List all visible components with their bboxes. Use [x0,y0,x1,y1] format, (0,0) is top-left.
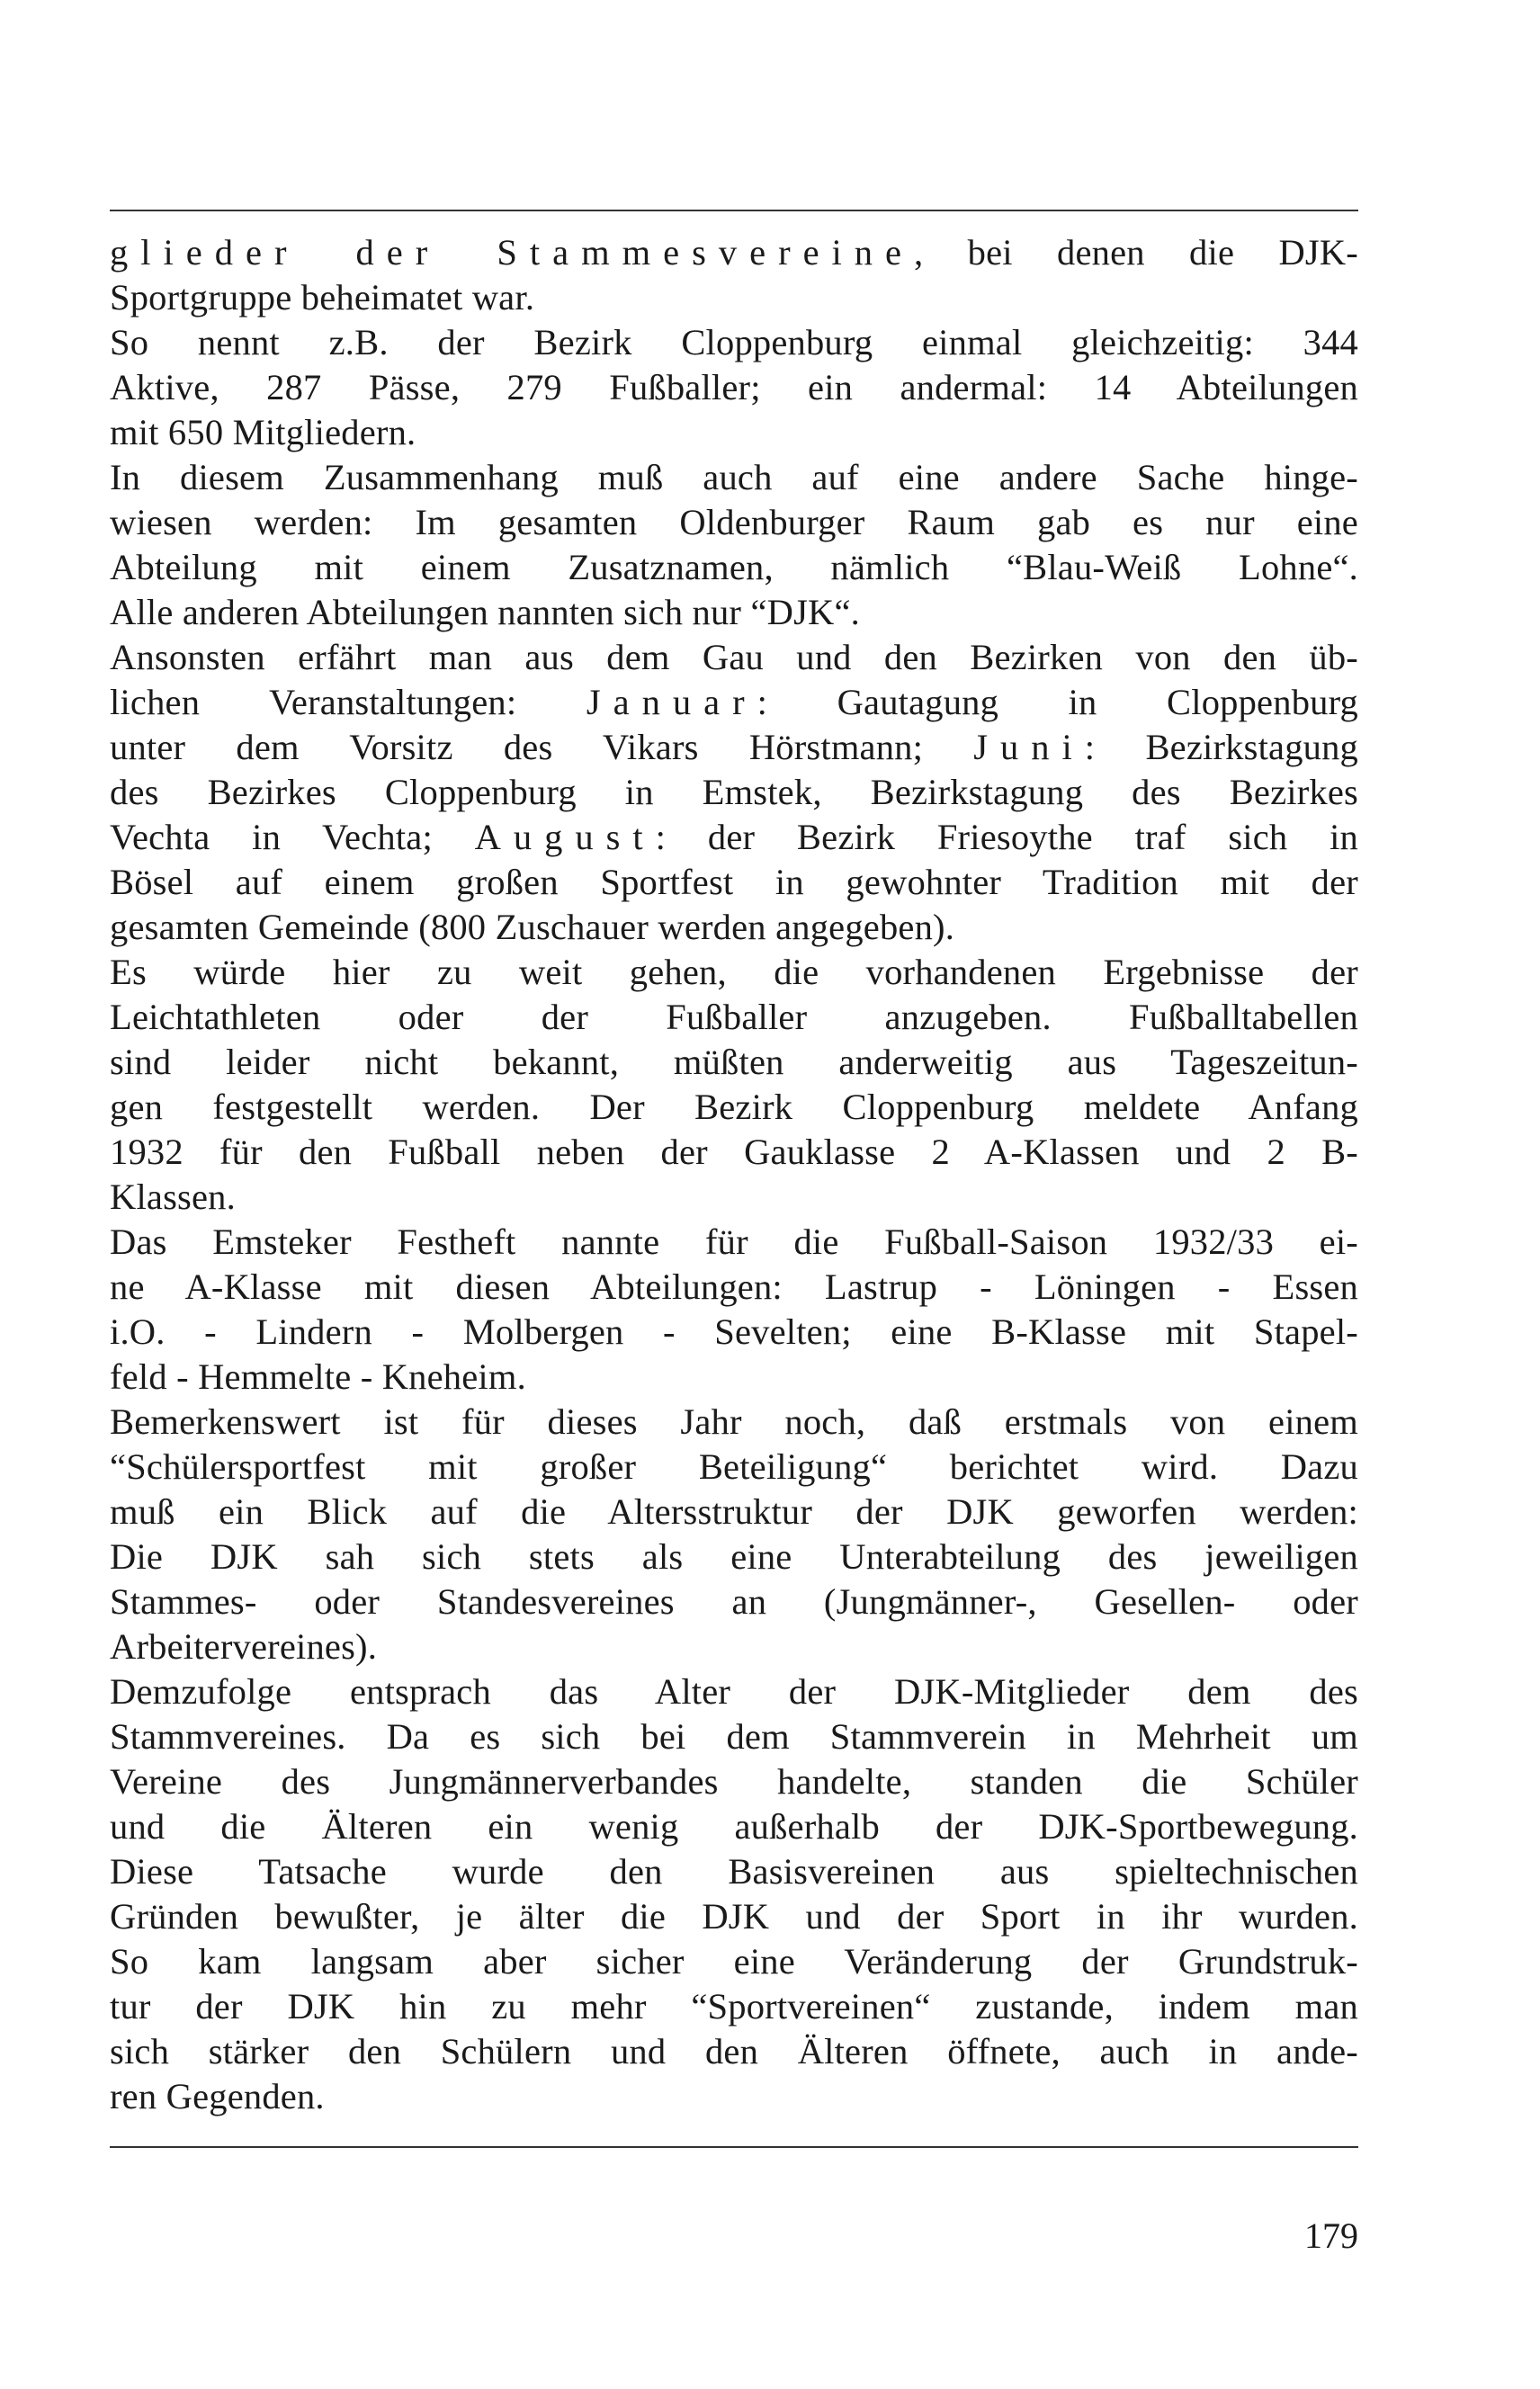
text-line [110,1445,1358,1490]
text-line [110,1894,1358,1939]
text-line [110,1175,1358,1220]
line-text: tur der DJK hin zu mehr “Sportvereinen“ zustande, indem man [110,1986,1358,2027]
line-text: Leichtathleten oder der Fußballer anzugeben. Fußballtabellen [110,997,1358,1037]
text-line [110,2029,1358,2074]
text-line [110,905,1358,950]
line-text: Bösel auf einem großen Sportfest in gewohnter Tradition mit der [110,862,1358,902]
bottom-rule [110,2146,1358,2148]
line-text: Bemerkenswert ist für dieses Jahr noch, daß erstmals von einem [110,1401,1358,1442]
line-text: Aktive, 287 Pässe, 279 Fußballer; ein andermal: 14 Abteilungen [110,367,1358,407]
text-line [110,1490,1358,1535]
spaced-emphasis-text: Juni [973,727,1085,767]
line-text: Diese Tatsache wurde den Basisvereinen aus spieltechnischen [110,1851,1358,1892]
line-text: wiesen werden: Im gesamten Oldenburger Raum gab es nur eine [110,502,1358,542]
line-text: gesamten Gemeinde (800 Zuschauer werden angegeben). [110,907,955,947]
text-line [110,1265,1358,1310]
line-text: Stammes- oder Standesvereines an (Jungmänner-, Gesellen- oder [110,1581,1358,1622]
line-text: sind leider nicht bekannt, müßten anderweitig aus Tageszeitun- [110,1042,1358,1082]
line-text: Abteilung mit einem Zusatznamen, nämlich “Blau-Weiß Lohne“. [110,547,1358,587]
line-text: Das Emsteker Festheft nannte für die Fußball-Saison 1932/33 ei- [110,1221,1358,1262]
spaced-emphasis-text: August [474,817,656,857]
text-line [110,1130,1358,1175]
line-text: Sportgruppe beheimatet war. [110,277,535,318]
text-line [110,1085,1358,1130]
text-line [110,860,1358,905]
text-line [110,1535,1358,1579]
text-line [110,275,1358,320]
text-line [110,995,1358,1040]
text-line [110,455,1358,500]
text-line [110,680,1358,725]
text-line [110,1849,1358,1894]
text-line [110,1040,1358,1085]
text-line [110,365,1358,410]
text-line [110,1220,1358,1265]
page-number: 179 [1304,2215,1358,2256]
line-text: Vereine des Jungmännerverbandes handelte, standen die Schüler [110,1761,1358,1802]
text-line [110,545,1358,590]
top-rule [110,210,1358,211]
text-line [110,1355,1358,1400]
line-text: “Schülersportfest mit großer Beteiligung“ berichtet wird. Dazu [110,1446,1358,1487]
line-text: Arbeitervereines). [110,1626,378,1667]
line-text: Gründen bewußter, je älter die DJK und der Sport in ihr wurden. [110,1896,1358,1937]
line-text: mit 650 Mitgliedern. [110,412,416,452]
line-text: muß ein Blick auf die Altersstruktur der DJK geworfen werden: [110,1491,1358,1532]
line-text: Klassen. [110,1177,236,1217]
line-text: In diesem Zusammenhang muß auch auf eine andere Sache hinge- [110,457,1358,497]
text-line [110,1310,1358,1355]
line-text: , bei denen die DJK- [914,232,1358,273]
text-line [110,1939,1358,1984]
text-line [110,2074,1358,2119]
text-line [110,1669,1358,1714]
text-line [110,590,1358,635]
line-text: Alle anderen Abteilungen nannten sich nur “DJK“. [110,592,860,632]
line-text: Die DJK sah sich stets als eine Unterabteilung des jeweiligen [110,1536,1358,1577]
text-line [110,635,1358,680]
line-text: Vechta in Vechta; [110,817,475,857]
line-text: feld - Hemmelte - Kneheim. [110,1356,526,1397]
line-text: : Bezirkstagung [1084,727,1358,767]
line-text: gen festgestellt werden. Der Bezirk Cloppenburg meldete Anfang [110,1087,1358,1127]
line-text: und die Älteren ein wenig außerhalb der DJK-Sportbewegung. [110,1806,1358,1847]
line-text: unter dem Vorsitz des Vikars Hörstmann; [110,727,974,767]
line-text: ren Gegenden. [110,2076,325,2116]
text-line [110,410,1358,455]
line-text: ne A-Klasse mit diesen Abteilungen: Lastrup - Löningen - Essen [110,1266,1358,1307]
text-line [110,500,1358,545]
text-line [110,725,1358,770]
text-line [110,770,1358,815]
line-text: So nennt z.B. der Bezirk Cloppenburg einmal gleichzeitig: 344 [110,322,1358,362]
line-text: Ansonsten erfährt man aus dem Gau und den Bezirken von den üb- [110,637,1358,677]
text-line [110,1714,1358,1759]
text-line [110,950,1358,995]
line-text: So kam langsam aber sicher eine Veränderung der Grundstruk- [110,1941,1358,1982]
spaced-emphasis-text: Januar [586,682,757,722]
line-text: : Gautagung in Cloppenburg [757,682,1358,722]
line-text: Es würde hier zu weit gehen, die vorhandenen Ergebnisse der [110,952,1358,992]
text-line [110,1804,1358,1849]
text-line [110,1400,1358,1445]
spaced-emphasis-text: glieder der Stammesvereine [110,232,915,273]
text-line [110,1759,1358,1804]
line-text: 1932 für den Fußball neben der Gauklasse 2 A-Klassen und 2 B- [110,1132,1358,1172]
text-line [110,320,1358,365]
body-text [110,230,1358,2119]
line-text: : der Bezirk Friesoythe traf sich in [655,817,1359,857]
line-text: Stammvereines. Da es sich bei dem Stammverein in Mehrheit um [110,1716,1358,1757]
line-text: i.O. - Lindern - Molbergen - Sevelten; eine B-Klasse mit Stapel- [110,1311,1358,1352]
text-line [110,1984,1358,2029]
text-line [110,230,1358,275]
text-line [110,1624,1358,1669]
line-text: Demzufolge entsprach das Alter der DJK-Mitglieder dem des [110,1671,1358,1712]
line-text: lichen Veranstaltungen: [110,682,586,722]
line-text: sich stärker den Schülern und den Älteren öffnete, auch in ande- [110,2031,1358,2071]
text-line [110,815,1358,860]
text-line [110,1579,1358,1624]
line-text: des Bezirkes Cloppenburg in Emstek, Bezirkstagung des Bezirkes [110,772,1358,812]
